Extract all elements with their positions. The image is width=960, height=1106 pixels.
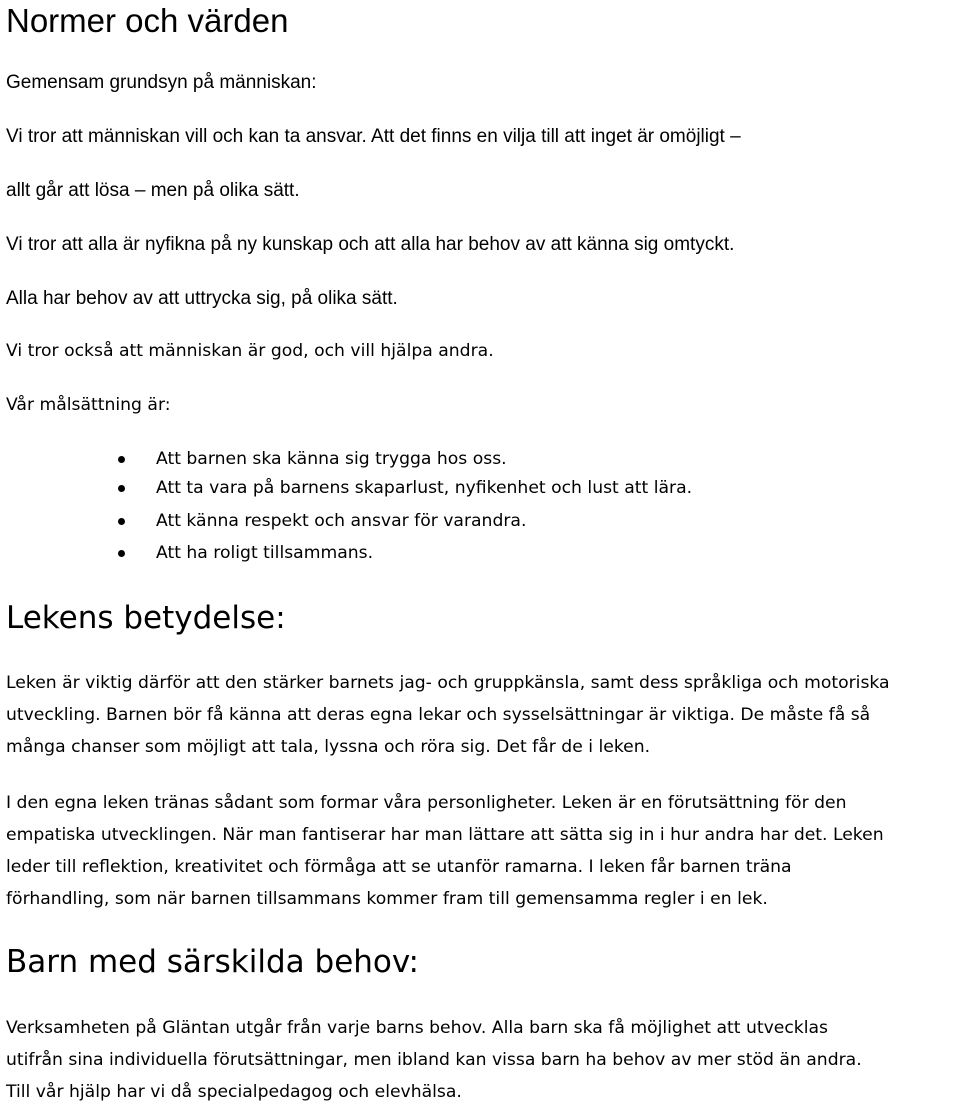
text-line: Vi tror att människan vill och kan ta ansvar. Att det finns en vilja till att inget är omöjligt – [6, 126, 741, 147]
bullet-icon [118, 485, 125, 492]
text-line: Alla har behov av att uttrycka sig, på olika sätt. [6, 288, 398, 309]
bullet-icon [118, 456, 125, 463]
text-line: empatiska utvecklingen. När man fantiserar har man lättare att sätta sig in i hur andra har det. Leken [6, 825, 884, 845]
text-line: Till vår hjälp har vi då specialpedagog och elevhälsa. [6, 1082, 462, 1102]
list-item: Att ha roligt tillsammans. [156, 543, 374, 563]
text-line: Vi tror att alla är nyfikna på ny kunskap och att alla har behov av att känna sig omtyckt. [6, 234, 735, 255]
heading-sarskilda: Barn med särskilda behov: [6, 944, 419, 980]
subheading-grundsyn: Gemensam grundsyn på människan: [6, 72, 317, 93]
text-line: utveckling. Barnen bör få känna att deras egna lekar och sysselsättningar är viktiga. De måste få så [6, 705, 871, 725]
text-line: leder till reflektion, kreativitet och förmåga att se utanför ramarna. I leken får barnen träna [6, 857, 792, 877]
text-line: I den egna leken tränas sådant som formar våra personligheter. Leken är en förutsättning för den [6, 793, 847, 813]
text-line: utifrån sina individuella förutsättningar, men ibland kan vissa barn ha behov av mer stöd än andra. [6, 1050, 862, 1070]
list-item: Att barnen ska känna sig trygga hos oss. [156, 449, 507, 469]
heading-lek: Lekens betydelse: [6, 600, 286, 636]
text-line: förhandling, som när barnen tillsammans kommer fram till gemensamma regler i en lek. [6, 889, 768, 909]
list-item: Att känna respekt och ansvar för varandra. [156, 511, 527, 531]
goal-label: Vår målsättning är: [6, 395, 171, 415]
text-line: många chanser som möjligt att tala, lyssna och röra sig. Det får de i leken. [6, 737, 651, 757]
text-line: Vi tror också att människan är god, och vill hjälpa andra. [6, 341, 494, 361]
bullet-icon [118, 518, 125, 525]
text-line: allt går att lösa – men på olika sätt. [6, 180, 300, 201]
text-line: Verksamheten på Gläntan utgår från varje barns behov. Alla barn ska få möjlighet att utvecklas [6, 1018, 829, 1038]
bullet-icon [118, 550, 125, 557]
text-line: Leken är viktig därför att den stärker barnets jag- och gruppkänsla, samt dess språkliga och motoriska [6, 673, 890, 693]
list-item: Att ta vara på barnens skaparlust, nyfikenhet och lust att lära. [156, 478, 693, 498]
heading-normer: Normer och värden [6, 2, 289, 39]
